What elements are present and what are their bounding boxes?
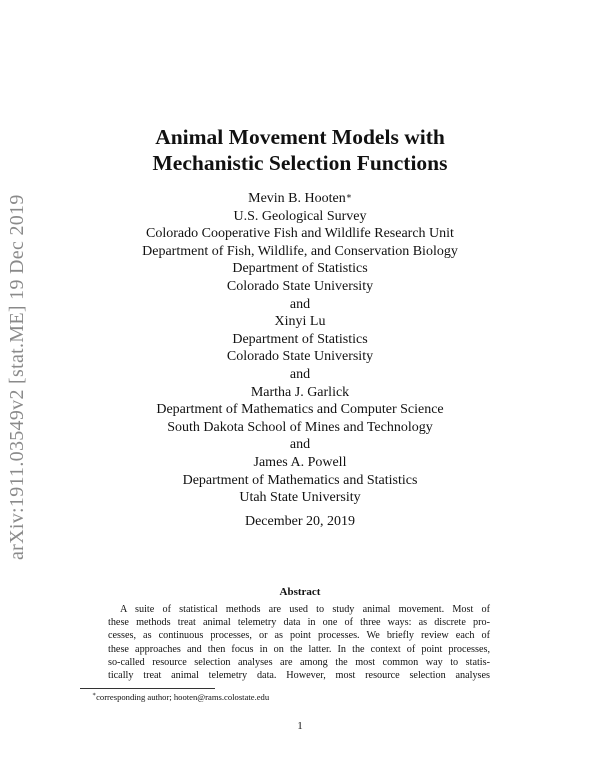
abstract-line: tically treat animal telemetry data. However, most resource selection analyses (108, 670, 490, 682)
paper-title (0, 124, 600, 176)
paper-title-line-2: Mechanistic Selection Functions (152, 151, 448, 175)
paper-date: December 20, 2019 (244, 514, 356, 529)
page-number: 1 (297, 720, 303, 732)
author-line: Department of Mathematics and Statistics (182, 472, 418, 488)
footnote-text: corresponding author; hooten@rams.colostate.edu (96, 691, 270, 702)
abstract-line: A suite of statistical methods are used to study animal movement. Most of (120, 604, 490, 615)
author-line: Department of Statistics (232, 261, 368, 277)
author-line: and (289, 437, 311, 453)
footnote (92, 691, 269, 702)
author-block (0, 190, 600, 507)
corresponding-author-mark: ∗ (345, 191, 352, 201)
author-line: and (289, 296, 311, 312)
footnote-divider (80, 688, 215, 689)
author-line: Utah State University (239, 490, 361, 506)
abstract-line: so-called resource selection analyses are among the most common way to statis- (108, 656, 490, 668)
footnote-mark: ∗ (92, 692, 97, 698)
author-line: Martha J. Garlick (250, 384, 350, 400)
arxiv-identifier-stamp: arXiv:1911.03549v2 [stat.ME] 19 Dec 2019 (6, 194, 28, 560)
author-line (0, 190, 600, 208)
abstract-heading: Abstract (279, 586, 321, 598)
author-line: Department of Statistics (232, 331, 368, 347)
author-line: James A. Powell (253, 454, 347, 470)
author-line: and (289, 366, 311, 382)
abstract-line: these methods treat animal telemetry data in one of three ways: as discrete pro- (108, 617, 490, 629)
paper-title-line-1: Animal Movement Models with (155, 125, 445, 149)
abstract-body (108, 603, 490, 682)
author-line: Colorado State University (226, 349, 374, 365)
author-line: Department of Mathematics and Computer Science (156, 402, 444, 418)
author-line: U.S. Geological Survey (233, 208, 367, 224)
abstract-line: cesses, as continuous processes, or as point processes. We briefly review each of (108, 630, 490, 642)
author-name: Mevin B. Hooten (248, 191, 346, 206)
author-line: Department of Fish, Wildlife, and Conservation Biology (142, 243, 458, 259)
abstract-line: these approaches and then focus in on the latter. In the context of point processes, (108, 643, 490, 655)
author-line: Colorado State University (226, 278, 374, 294)
author-line: Xinyi Lu (274, 314, 326, 330)
author-line: South Dakota School of Mines and Technology (167, 419, 433, 435)
author-line: Colorado Cooperative Fish and Wildlife Research Unit (146, 226, 454, 242)
